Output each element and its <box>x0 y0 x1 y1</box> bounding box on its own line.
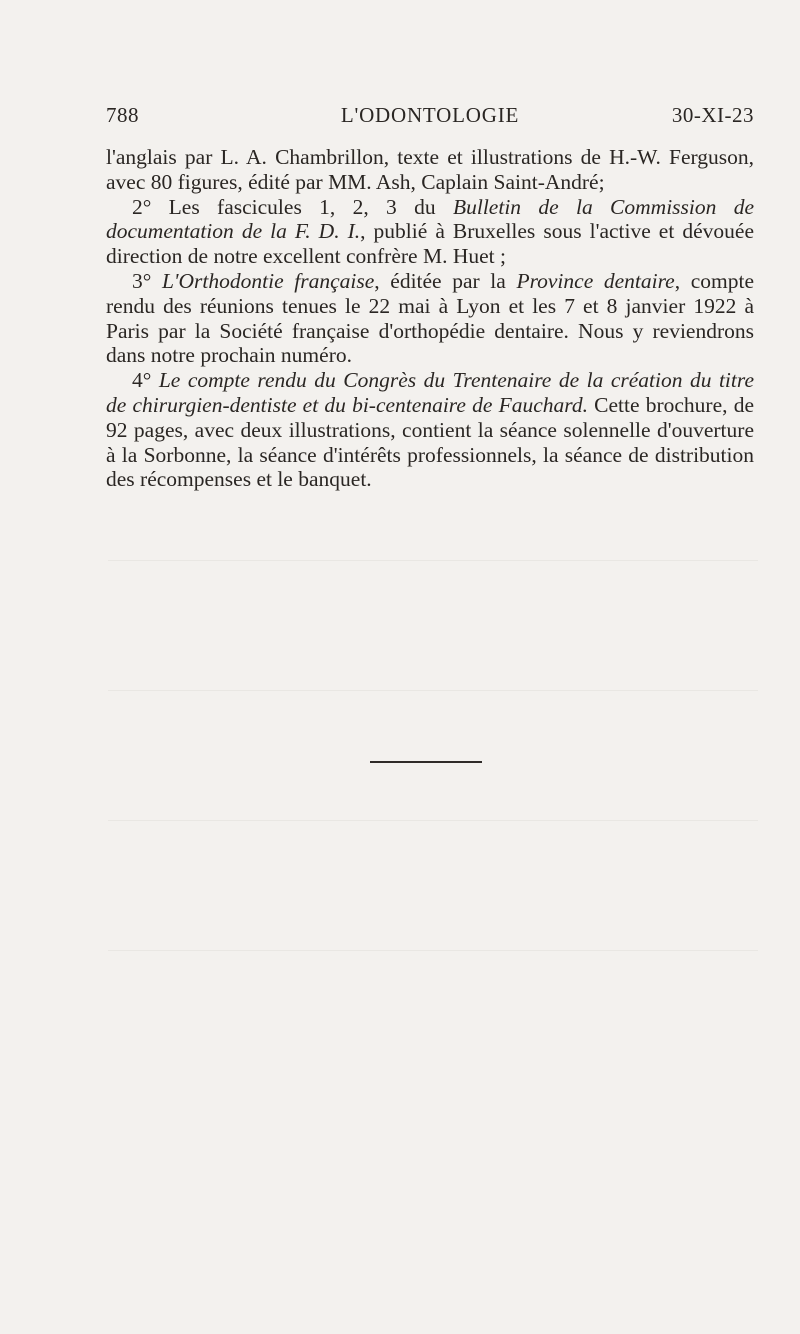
page-number: 788 <box>106 103 139 127</box>
text-run: 3° <box>132 268 162 293</box>
journal-title: L'ODONTOLOGIE <box>340 103 520 127</box>
issue-date: 30-XI-23 <box>671 103 754 127</box>
section-divider-rule <box>370 761 482 763</box>
italic-title: Province dentaire <box>516 268 675 293</box>
text-run: , publié à Bruxelles sous l'active et dévouée direction de notre excellent confrère M. Huet ; <box>106 219 754 269</box>
paragraph-4 <box>106 368 754 492</box>
text-run: , compte rendu des réunions tenues le 22 mai à Lyon et les 7 et 8 janvier 1922 à Paris par la Société française d'orthopédie dentaire. Nous y reviendrons dans notre prochain numéro. <box>106 268 754 368</box>
text-run: Cette brochure, de 92 pages, avec deux illustrations, contient la séance solennelle d'ouverture à la Sorbonne, la séance d'intérêts professionnels, la séance de distribution des récompenses et le banquet. <box>106 392 754 492</box>
body-text <box>106 145 754 492</box>
paragraph-1 <box>106 145 754 195</box>
page-content <box>106 103 754 492</box>
italic-title: L'Orthodontie française <box>161 268 375 293</box>
italic-title: Bulletin de la Commission de documentation de la F. D. I. <box>106 194 754 244</box>
running-header <box>106 103 754 135</box>
text-run: 2° Les fascicules 1, 2, 3 du <box>132 194 453 219</box>
text-run: , éditée par la <box>374 268 517 293</box>
text-run: l'anglais par L. A. Chambrillon, texte et illustrations de H.-W. Ferguson, avec 80 figures, édité par MM. Ash, Caplain Saint-André; <box>106 145 754 194</box>
italic-title: Le compte rendu du Congrès du Trentenaire de la création du titre de chirurgien-dentiste et du bi-centenaire de Fauchard. <box>106 368 754 417</box>
paragraph-3 <box>106 269 754 368</box>
text-run: 4° <box>132 368 159 393</box>
paragraph-2 <box>106 195 754 269</box>
